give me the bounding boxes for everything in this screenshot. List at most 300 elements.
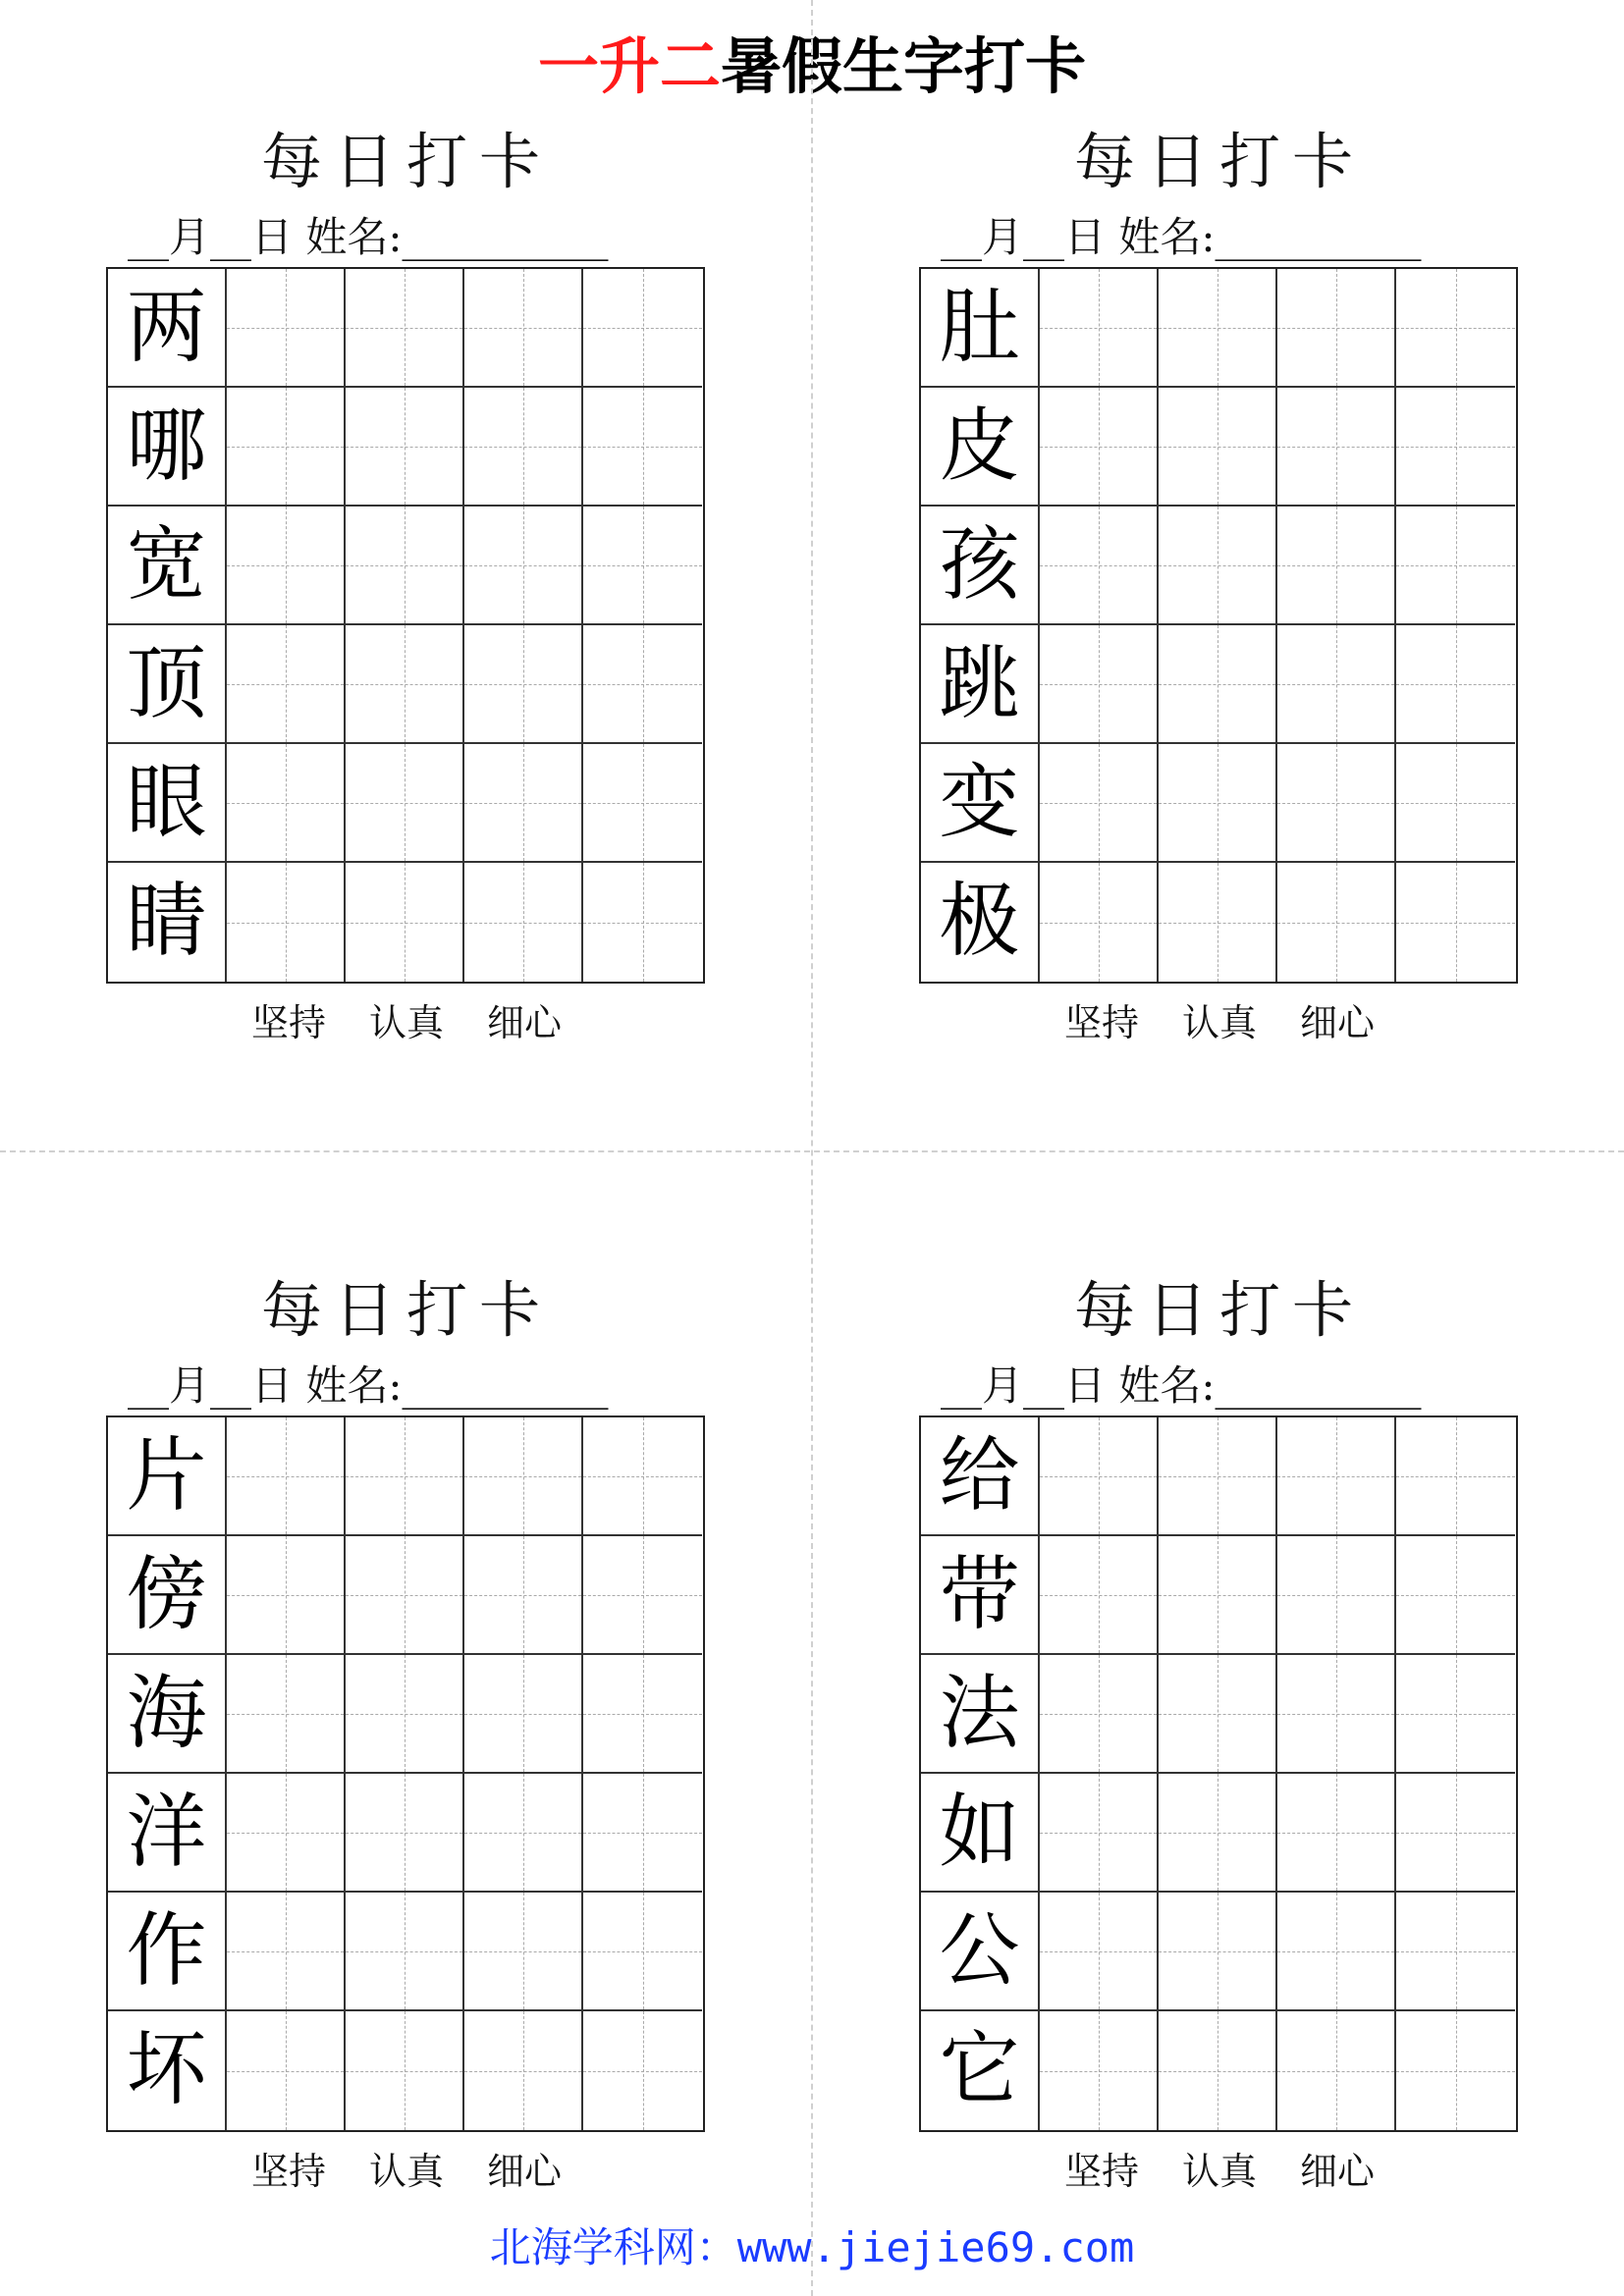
practice-cell[interactable] — [346, 269, 464, 388]
motto-word: 细心 — [1300, 1001, 1376, 1044]
date-name-line[interactable]: __月__日 姓名:__________ — [128, 213, 609, 261]
practice-cell[interactable] — [1396, 863, 1515, 982]
practice-cell[interactable] — [1396, 2011, 1515, 2130]
cell-guide-horizontal — [1159, 1714, 1275, 1715]
footer-credit — [0, 2214, 1624, 2282]
practice-cell[interactable] — [1159, 1417, 1277, 1536]
cell-guide-horizontal — [346, 565, 462, 566]
practice-cell[interactable] — [1396, 744, 1515, 863]
practice-cell[interactable] — [1040, 507, 1159, 625]
sample-character-cell — [108, 1774, 227, 1893]
cell-guide-horizontal — [1159, 1951, 1275, 1952]
cell-guide-horizontal — [1277, 1833, 1394, 1834]
grid-row — [921, 625, 1516, 744]
cell-guide-horizontal — [583, 1476, 702, 1477]
sample-character: 眼 — [126, 756, 207, 849]
motto-word: 坚持 — [1063, 1001, 1139, 1044]
sample-character: 带 — [939, 1548, 1020, 1641]
grid-row — [108, 1893, 703, 2011]
sample-character: 跳 — [939, 637, 1020, 730]
cell-guide-horizontal — [346, 1714, 462, 1715]
sample-character: 法 — [939, 1667, 1020, 1760]
sample-character: 作 — [126, 1904, 207, 1998]
sample-character-cell — [108, 625, 227, 744]
grid-row — [108, 1536, 703, 1655]
cell-guide-horizontal — [1277, 684, 1394, 685]
cell-guide-horizontal — [464, 1595, 581, 1596]
writing-grid — [919, 267, 1518, 984]
date-name-line[interactable]: __月__日 姓名:__________ — [941, 213, 1422, 261]
grid-row — [108, 1655, 703, 1774]
date-name-line[interactable]: __月__日 姓名:__________ — [128, 1362, 609, 1410]
cell-guide-horizontal — [464, 1476, 581, 1477]
practice-cell[interactable] — [227, 2011, 346, 2130]
practice-cell[interactable] — [1159, 269, 1277, 388]
practice-cell[interactable] — [227, 269, 346, 388]
cell-guide-horizontal — [583, 803, 702, 804]
practice-card — [106, 118, 707, 1044]
card-motto — [106, 2142, 707, 2201]
grid-row — [921, 1893, 1516, 2011]
grid-row — [108, 744, 703, 863]
cell-guide-horizontal — [346, 328, 462, 329]
cell-guide-horizontal — [1040, 1833, 1157, 1834]
grid-row — [108, 2011, 703, 2130]
cell-guide-horizontal — [227, 447, 344, 448]
sample-character: 变 — [939, 756, 1020, 849]
cell-guide-horizontal — [1159, 328, 1275, 329]
practice-cell[interactable] — [583, 507, 702, 625]
cell-guide-horizontal — [464, 1833, 581, 1834]
practice-cell[interactable] — [583, 744, 702, 863]
sample-character-cell — [108, 507, 227, 625]
grid-row — [108, 507, 703, 625]
motto-word: 认真 — [1181, 1001, 1257, 1044]
motto-word: 细心 — [487, 2150, 563, 2193]
practice-cell[interactable] — [1159, 1893, 1277, 2011]
cell-guide-horizontal — [1396, 684, 1515, 685]
grid-row — [921, 863, 1516, 982]
practice-cell[interactable] — [1040, 1417, 1159, 1536]
practice-cell[interactable] — [346, 1536, 464, 1655]
card-motto — [106, 993, 707, 1052]
practice-cell[interactable] — [1396, 388, 1515, 507]
sample-character: 海 — [126, 1667, 207, 1760]
motto-word: 认真 — [1181, 2150, 1257, 2193]
cell-guide-horizontal — [583, 447, 702, 448]
card-heading: 每日打卡 — [260, 126, 552, 197]
practice-cell[interactable] — [583, 863, 702, 982]
cell-guide-horizontal — [1277, 447, 1394, 448]
sample-character: 宽 — [126, 518, 207, 612]
sample-character: 洋 — [126, 1786, 207, 1879]
practice-cell[interactable] — [227, 1774, 346, 1893]
cell-guide-horizontal — [1396, 447, 1515, 448]
practice-cell[interactable] — [1277, 1417, 1396, 1536]
cell-guide-horizontal — [464, 803, 581, 804]
cell-guide-horizontal — [1159, 565, 1275, 566]
cell-guide-horizontal — [227, 1714, 344, 1715]
sample-character-cell — [921, 2011, 1040, 2130]
cell-guide-horizontal — [346, 1833, 462, 1834]
horizontal-cut-line — [0, 1150, 1624, 1152]
motto-word: 坚持 — [250, 1001, 326, 1044]
cell-guide-horizontal — [1159, 1476, 1275, 1477]
sample-character: 公 — [939, 1904, 1020, 1998]
cell-guide-horizontal — [464, 923, 581, 924]
cell-guide-horizontal — [1396, 1595, 1515, 1596]
grid-row — [108, 863, 703, 982]
sample-character-cell — [921, 388, 1040, 507]
practice-cell[interactable] — [1159, 2011, 1277, 2130]
practice-card — [106, 1266, 707, 2193]
practice-cell[interactable] — [1396, 625, 1515, 744]
grid-row — [921, 269, 1516, 388]
cell-guide-horizontal — [227, 328, 344, 329]
cell-guide-horizontal — [1159, 803, 1275, 804]
cell-guide-horizontal — [1396, 565, 1515, 566]
practice-cell[interactable] — [227, 1536, 346, 1655]
practice-cell[interactable] — [1396, 507, 1515, 625]
practice-card — [919, 1266, 1520, 2193]
cell-guide-horizontal — [1040, 684, 1157, 685]
cell-guide-horizontal — [227, 1951, 344, 1952]
cell-guide-horizontal — [346, 447, 462, 448]
cell-guide-horizontal — [1040, 1714, 1157, 1715]
grid-row — [921, 1536, 1516, 1655]
practice-cell[interactable] — [346, 863, 464, 982]
practice-cell[interactable] — [1040, 388, 1159, 507]
page-title-rest: 暑假生字打卡 — [721, 30, 1087, 102]
practice-cell[interactable] — [1277, 1655, 1396, 1774]
sample-character-cell — [108, 1417, 227, 1536]
cell-guide-horizontal — [1396, 1476, 1515, 1477]
sample-character-cell — [921, 744, 1040, 863]
footer-url[interactable]: www.jiejie69.com — [736, 2223, 1135, 2271]
cell-guide-horizontal — [1396, 328, 1515, 329]
cell-guide-horizontal — [1396, 803, 1515, 804]
practice-cell[interactable] — [1040, 625, 1159, 744]
cell-guide-horizontal — [464, 447, 581, 448]
motto-word: 坚持 — [1063, 2150, 1139, 2193]
cell-guide-horizontal — [227, 923, 344, 924]
cell-guide-horizontal — [1159, 684, 1275, 685]
sample-character-cell — [108, 269, 227, 388]
cell-guide-horizontal — [227, 565, 344, 566]
practice-cell[interactable] — [583, 388, 702, 507]
cell-guide-horizontal — [1040, 565, 1157, 566]
practice-cell[interactable] — [1277, 1774, 1396, 1893]
sample-character-cell — [108, 388, 227, 507]
grid-row — [921, 1417, 1516, 1536]
sample-character-cell — [921, 507, 1040, 625]
practice-cell[interactable] — [346, 1417, 464, 1536]
practice-cell[interactable] — [1159, 507, 1277, 625]
sample-character-cell — [108, 1536, 227, 1655]
card-motto — [919, 993, 1520, 1052]
cell-guide-horizontal — [464, 1951, 581, 1952]
grid-row — [921, 2011, 1516, 2130]
practice-cell[interactable] — [227, 744, 346, 863]
sample-character: 片 — [126, 1429, 207, 1522]
cell-guide-horizontal — [1277, 1476, 1394, 1477]
practice-cell[interactable] — [464, 507, 583, 625]
practice-cell[interactable] — [1159, 625, 1277, 744]
practice-cell[interactable] — [583, 269, 702, 388]
practice-cell[interactable] — [464, 2011, 583, 2130]
card-heading: 每日打卡 — [1073, 126, 1365, 197]
practice-cell[interactable] — [464, 1774, 583, 1893]
practice-cell[interactable] — [464, 625, 583, 744]
practice-cell[interactable] — [1159, 388, 1277, 507]
cell-guide-horizontal — [1040, 328, 1157, 329]
cell-guide-horizontal — [1159, 923, 1275, 924]
cell-guide-horizontal — [1040, 923, 1157, 924]
practice-cell[interactable] — [346, 1655, 464, 1774]
vertical-cut-line — [811, 0, 813, 2296]
practice-cell[interactable] — [1277, 1536, 1396, 1655]
practice-cell[interactable] — [583, 1893, 702, 2011]
practice-cell[interactable] — [1277, 625, 1396, 744]
cell-guide-horizontal — [464, 565, 581, 566]
card-motto — [919, 2142, 1520, 2201]
sample-character: 肚 — [939, 281, 1020, 374]
practice-cell[interactable] — [1277, 388, 1396, 507]
cell-guide-horizontal — [1159, 1595, 1275, 1596]
practice-cell[interactable] — [1159, 1655, 1277, 1774]
practice-cell[interactable] — [1396, 1536, 1515, 1655]
practice-cell[interactable] — [1040, 1655, 1159, 1774]
practice-cell[interactable] — [1040, 1536, 1159, 1655]
practice-cell[interactable] — [1277, 863, 1396, 982]
practice-cell[interactable] — [346, 1774, 464, 1893]
grid-row — [921, 1774, 1516, 1893]
cell-guide-horizontal — [1159, 1833, 1275, 1834]
sample-character-cell — [921, 1536, 1040, 1655]
sample-character-cell — [108, 863, 227, 982]
grid-row — [108, 1774, 703, 1893]
practice-cell[interactable] — [1159, 1536, 1277, 1655]
footer-site-name: 北海学科网： — [489, 2223, 737, 2271]
practice-cell[interactable] — [227, 507, 346, 625]
practice-cell[interactable] — [227, 388, 346, 507]
motto-word: 认真 — [368, 2150, 444, 2193]
practice-cell[interactable] — [1040, 1774, 1159, 1893]
cell-guide-horizontal — [1040, 1476, 1157, 1477]
practice-cell[interactable] — [1277, 1893, 1396, 2011]
page-title-highlight: 一升二 — [537, 30, 721, 102]
practice-cell[interactable] — [1277, 2011, 1396, 2130]
cell-guide-horizontal — [464, 328, 581, 329]
practice-cell[interactable] — [346, 2011, 464, 2130]
cell-guide-horizontal — [227, 803, 344, 804]
practice-cell[interactable] — [227, 625, 346, 744]
practice-cell[interactable] — [1040, 863, 1159, 982]
cell-guide-horizontal — [1396, 1714, 1515, 1715]
sample-character: 它 — [939, 2023, 1020, 2116]
cell-guide-horizontal — [1159, 2071, 1275, 2072]
sample-character-cell — [108, 1893, 227, 2011]
sample-character-cell — [921, 1774, 1040, 1893]
cell-guide-horizontal — [1277, 803, 1394, 804]
cell-guide-horizontal — [1277, 923, 1394, 924]
practice-cell[interactable] — [1277, 507, 1396, 625]
practice-cell[interactable] — [1396, 1893, 1515, 2011]
cell-guide-horizontal — [227, 1595, 344, 1596]
sample-character-cell — [921, 863, 1040, 982]
sample-character: 孩 — [939, 518, 1020, 612]
cell-guide-horizontal — [583, 1951, 702, 1952]
motto-word: 坚持 — [250, 2150, 326, 2193]
practice-cell[interactable] — [583, 1417, 702, 1536]
practice-cell[interactable] — [346, 625, 464, 744]
cell-guide-horizontal — [583, 565, 702, 566]
cell-guide-horizontal — [227, 2071, 344, 2072]
cell-guide-horizontal — [583, 1833, 702, 1834]
practice-cell[interactable] — [1396, 1655, 1515, 1774]
cell-guide-horizontal — [1277, 565, 1394, 566]
grid-row — [108, 388, 703, 507]
sample-character: 坏 — [126, 2023, 207, 2116]
cell-guide-horizontal — [464, 684, 581, 685]
cell-guide-horizontal — [583, 2071, 702, 2072]
cell-guide-horizontal — [346, 1476, 462, 1477]
grid-row — [921, 744, 1516, 863]
sample-character-cell — [921, 269, 1040, 388]
cell-guide-horizontal — [1277, 1595, 1394, 1596]
sample-character-cell — [108, 2011, 227, 2130]
sample-character: 顶 — [126, 637, 207, 730]
cell-guide-horizontal — [1040, 447, 1157, 448]
motto-word: 认真 — [368, 1001, 444, 1044]
cell-guide-horizontal — [346, 1951, 462, 1952]
practice-cell[interactable] — [583, 1536, 702, 1655]
practice-cell[interactable] — [1040, 1893, 1159, 2011]
practice-cell[interactable] — [1396, 269, 1515, 388]
sample-character: 两 — [126, 281, 207, 374]
grid-row — [108, 1417, 703, 1536]
sample-character-cell — [108, 1655, 227, 1774]
practice-cell[interactable] — [346, 507, 464, 625]
cell-guide-horizontal — [346, 684, 462, 685]
cell-guide-horizontal — [1040, 1951, 1157, 1952]
writing-grid — [106, 267, 705, 984]
cell-guide-horizontal — [346, 1595, 462, 1596]
cell-guide-horizontal — [583, 1714, 702, 1715]
cell-guide-horizontal — [1396, 923, 1515, 924]
cell-guide-horizontal — [1277, 2071, 1394, 2072]
practice-cell[interactable] — [1159, 863, 1277, 982]
practice-cell[interactable] — [464, 388, 583, 507]
practice-cell[interactable] — [464, 744, 583, 863]
practice-cell[interactable] — [1277, 744, 1396, 863]
cell-guide-horizontal — [227, 1833, 344, 1834]
sample-character: 哪 — [126, 400, 207, 493]
practice-cell[interactable] — [464, 269, 583, 388]
sample-character: 皮 — [939, 400, 1020, 493]
sample-character-cell — [921, 1655, 1040, 1774]
cell-guide-horizontal — [583, 328, 702, 329]
motto-word: 细心 — [1300, 2150, 1376, 2193]
practice-card — [919, 118, 1520, 1044]
practice-cell[interactable] — [583, 625, 702, 744]
date-name-line[interactable]: __月__日 姓名:__________ — [941, 1362, 1422, 1410]
cell-guide-horizontal — [227, 684, 344, 685]
sample-character: 极 — [939, 875, 1020, 968]
cell-guide-horizontal — [346, 923, 462, 924]
sample-character-cell — [921, 625, 1040, 744]
sample-character: 傍 — [126, 1548, 207, 1641]
cell-guide-horizontal — [583, 1595, 702, 1596]
sample-character: 给 — [939, 1429, 1020, 1522]
writing-grid — [919, 1415, 1518, 2132]
grid-row — [921, 507, 1516, 625]
practice-cell[interactable] — [1396, 1774, 1515, 1893]
cell-guide-horizontal — [1396, 1951, 1515, 1952]
practice-cell[interactable] — [583, 2011, 702, 2130]
cell-guide-horizontal — [1277, 1714, 1394, 1715]
sample-character: 如 — [939, 1786, 1020, 1879]
sample-character-cell — [921, 1417, 1040, 1536]
practice-cell[interactable] — [1040, 269, 1159, 388]
practice-cell[interactable] — [1159, 1774, 1277, 1893]
cell-guide-horizontal — [346, 803, 462, 804]
practice-cell[interactable] — [227, 1655, 346, 1774]
grid-row — [921, 1655, 1516, 1774]
cell-guide-horizontal — [464, 2071, 581, 2072]
cell-guide-horizontal — [1040, 803, 1157, 804]
practice-cell[interactable] — [227, 1893, 346, 2011]
practice-cell[interactable] — [1159, 744, 1277, 863]
cell-guide-horizontal — [464, 1714, 581, 1715]
cell-guide-horizontal — [583, 684, 702, 685]
practice-cell[interactable] — [583, 1655, 702, 1774]
practice-cell[interactable] — [1396, 1417, 1515, 1536]
practice-cell[interactable] — [583, 1774, 702, 1893]
cell-guide-horizontal — [1277, 1951, 1394, 1952]
practice-cell[interactable] — [464, 1893, 583, 2011]
sample-character-cell — [921, 1893, 1040, 2011]
cell-guide-horizontal — [1040, 2071, 1157, 2072]
card-heading: 每日打卡 — [260, 1274, 552, 1346]
cell-guide-horizontal — [1396, 1833, 1515, 1834]
cell-guide-horizontal — [227, 1476, 344, 1477]
practice-cell[interactable] — [464, 863, 583, 982]
motto-word: 细心 — [487, 1001, 563, 1044]
practice-cell[interactable] — [464, 1417, 583, 1536]
grid-row — [921, 388, 1516, 507]
cell-guide-horizontal — [346, 2071, 462, 2072]
practice-cell[interactable] — [464, 1655, 583, 1774]
cell-guide-horizontal — [1159, 447, 1275, 448]
cell-guide-horizontal — [1277, 328, 1394, 329]
practice-cell[interactable] — [464, 1536, 583, 1655]
practice-cell[interactable] — [1040, 744, 1159, 863]
grid-row — [108, 269, 703, 388]
cell-guide-horizontal — [1396, 2071, 1515, 2072]
practice-cell[interactable] — [346, 388, 464, 507]
practice-cell[interactable] — [227, 1417, 346, 1536]
practice-cell[interactable] — [1040, 2011, 1159, 2130]
cell-guide-horizontal — [583, 923, 702, 924]
practice-cell[interactable] — [1277, 269, 1396, 388]
practice-cell[interactable] — [346, 744, 464, 863]
cell-guide-horizontal — [1040, 1595, 1157, 1596]
practice-cell[interactable] — [227, 863, 346, 982]
practice-cell[interactable] — [346, 1893, 464, 2011]
sample-character-cell — [108, 744, 227, 863]
sample-character: 睛 — [126, 875, 207, 968]
